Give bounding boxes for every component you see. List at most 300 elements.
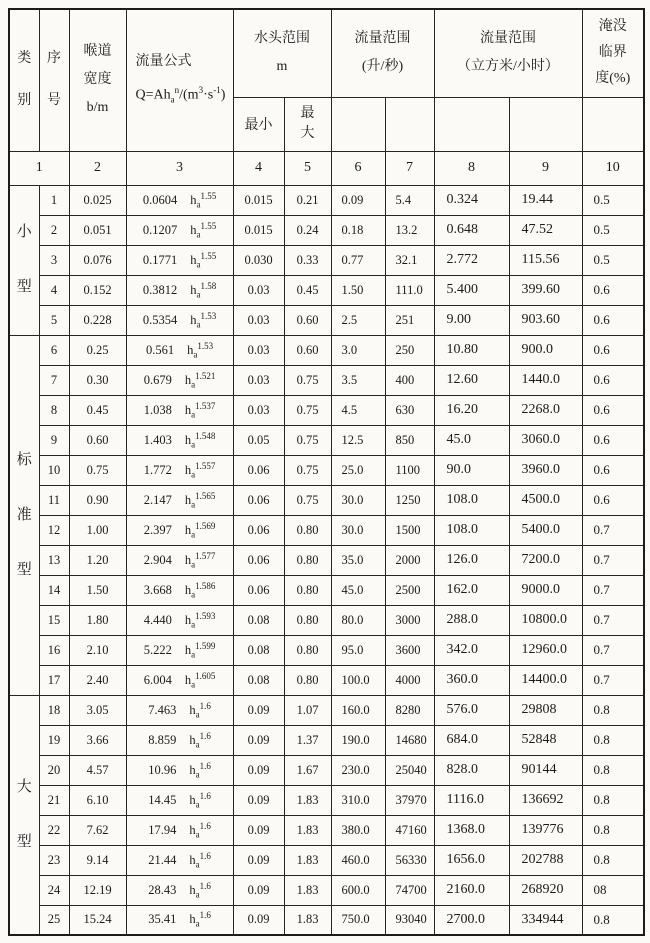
cell-throat-width: 1.20 [69,545,126,575]
cell-flow-max-ls: 93040 [385,905,434,935]
cell-flow-max-m3h: 90144 [509,755,582,785]
cell-flow-max-ls: 3000 [385,605,434,635]
formula-h-term: $h_a^{1.53}$ [187,340,214,360]
cell-flow-formula [126,365,233,395]
col-number: 4 [233,151,284,185]
formula-h-term: $h_a^{1.548}$ [184,430,216,450]
formula-coefficient: 1.038 [143,402,172,417]
cell-serial-no: 15 [39,605,69,635]
cell-submergence: 0.6 [582,275,644,305]
header-empty-sub [509,97,582,151]
cell-head-min: 0.05 [233,425,284,455]
header-empty-sub [331,97,385,151]
cell-serial-no: 21 [39,785,69,815]
table-row [9,785,644,815]
cell-serial-no: 5 [39,305,69,335]
cell-head-min: 0.06 [233,485,284,515]
cell-flow-max-m3h: 4500.0 [509,485,582,515]
cell-flow-max-m3h: 47.52 [509,215,582,245]
cell-submergence: 0.8 [582,725,644,755]
table-row [9,305,644,335]
cell-submergence: 0.5 [582,215,644,245]
cell-head-max: 0.80 [284,635,331,665]
cell-flow-max-m3h: 12960.0 [509,635,582,665]
cell-submergence: 0.6 [582,455,644,485]
cell-flow-max-m3h: 3960.0 [509,455,582,485]
cell-flow-max-m3h: 14400.0 [509,665,582,695]
cell-flow-min-m3h: 2700.0 [434,905,509,935]
cell-flow-formula [126,245,233,275]
cell-flow-max-m3h: 9000.0 [509,575,582,605]
cell-submergence: 0.7 [582,635,644,665]
cell-serial-no: 24 [39,875,69,905]
cell-flow-min-ls: 12.5 [331,425,385,455]
cell-submergence: 0.7 [582,545,644,575]
cell-throat-width: 0.25 [69,335,126,365]
cell-head-min: 0.06 [233,455,284,485]
cell-serial-no: 6 [39,335,69,365]
cell-submergence: 0.8 [582,845,644,875]
cell-head-min: 0.03 [233,305,284,335]
col-number: 3 [126,151,233,185]
cell-submergence: 0.8 [582,755,644,785]
formula-h-term: $h_a^{1.6}$ [189,790,211,810]
cell-flow-formula [126,875,233,905]
formula-coefficient: 3.668 [143,582,172,597]
cell-flow-max-m3h: 268920 [509,875,582,905]
formula-coefficient: 21.44 [148,852,177,867]
cell-head-max: 0.80 [284,545,331,575]
group-label-char: 小 [16,224,32,240]
cell-flow-formula [126,545,233,575]
cell-head-max: 0.80 [284,605,331,635]
cell-flow-max-m3h: 10800.0 [509,605,582,635]
cell-head-max: 1.83 [284,815,331,845]
cell-throat-width: 0.45 [69,395,126,425]
cell-flow-max-m3h: 202788 [509,845,582,875]
formula-coefficient: 7.463 [148,702,177,717]
table-row [9,665,644,695]
cell-serial-no: 23 [39,845,69,875]
cell-flow-min-ls: 380.0 [331,815,385,845]
group-label-small [9,185,39,335]
formula-h-term: $h_a^{1.55}$ [190,190,217,210]
cell-flow-max-ls: 3600 [385,635,434,665]
formula-coefficient: 6.004 [143,672,172,687]
cell-flow-min-ls: 30.0 [331,485,385,515]
cell-throat-width: 1.80 [69,605,126,635]
table-row [9,815,644,845]
cell-submergence: 0.7 [582,665,644,695]
table-row [9,215,644,245]
formula-coefficient: 2.397 [143,522,172,537]
cell-head-min: 0.08 [233,605,284,635]
formula-h-term: $h_a^{1.6}$ [189,700,211,720]
cell-serial-no: 1 [39,185,69,215]
cell-submergence: 0.6 [582,305,644,335]
header-serial-char: 序 [47,51,61,67]
cell-flow-min-ls: 1.50 [331,275,385,305]
header-min: 最小 [233,97,284,151]
table-row [9,755,644,785]
cell-throat-width: 0.90 [69,485,126,515]
cell-flow-formula [126,665,233,695]
cell-head-max: 0.33 [284,245,331,275]
cell-flow-formula [126,395,233,425]
cell-flow-min-ls: 160.0 [331,695,385,725]
table-row [9,365,644,395]
cell-flow-max-ls: 251 [385,305,434,335]
table-row [9,485,644,515]
cell-submergence: 0.8 [582,815,644,845]
formula-coefficient: 1.772 [143,462,172,477]
group-label-large [9,695,39,935]
cell-throat-width: 0.076 [69,245,126,275]
cell-head-min: 0.06 [233,575,284,605]
cell-serial-no: 18 [39,695,69,725]
formula-h-term: $h_a^{1.586}$ [184,580,216,600]
cell-flow-formula [126,335,233,365]
cell-serial-no: 10 [39,455,69,485]
cell-flow-formula [126,845,233,875]
cell-flow-min-ls: 3.5 [331,365,385,395]
cell-head-max: 1.37 [284,725,331,755]
cell-flow-min-ls: 310.0 [331,785,385,815]
cell-flow-formula [126,485,233,515]
cell-head-max: 0.60 [284,335,331,365]
cell-head-max: 1.83 [284,785,331,815]
col-number: 8 [434,151,509,185]
formula-h-term: $h_a^{1.6}$ [189,850,211,870]
cell-flow-max-ls: 47160 [385,815,434,845]
header-serial-char: 号 [47,93,61,109]
cell-head-max: 1.83 [284,845,331,875]
formula-coefficient: 10.96 [148,762,177,777]
cell-flow-min-m3h: 5.400 [434,275,509,305]
cell-flow-max-ls: 250 [385,335,434,365]
cell-flow-min-ls: 4.5 [331,395,385,425]
cell-head-min: 0.03 [233,275,284,305]
cell-head-min: 0.09 [233,905,284,935]
group-label-char: 准 [16,506,32,523]
cell-throat-width: 0.152 [69,275,126,305]
cell-head-max: 1.83 [284,905,331,935]
cell-flow-min-m3h: 1368.0 [434,815,509,845]
formula-h-term: $h_a^{1.565}$ [184,490,216,510]
cell-throat-width: 3.05 [69,695,126,725]
cell-throat-width: 0.30 [69,365,126,395]
header-category-char: 类 [17,51,32,67]
cell-submergence: 0.7 [582,605,644,635]
cell-flow-formula [126,905,233,935]
cell-submergence: 0.5 [582,245,644,275]
cell-flow-formula [126,575,233,605]
cell-flow-min-m3h: 342.0 [434,635,509,665]
cell-flow-min-m3h: 360.0 [434,665,509,695]
cell-flow-max-ls: 25040 [385,755,434,785]
col-number: 10 [582,151,644,185]
cell-head-max: 0.24 [284,215,331,245]
cell-flow-min-m3h: 288.0 [434,605,509,635]
cell-serial-no: 9 [39,425,69,455]
cell-serial-no: 11 [39,485,69,515]
cell-head-min: 0.09 [233,815,284,845]
table-row [9,245,644,275]
table-row [9,545,644,575]
parshall-flume-spec-table [8,8,645,936]
cell-flow-max-ls: 850 [385,425,434,455]
cell-flow-formula [126,755,233,785]
cell-flow-formula [126,455,233,485]
cell-flow-min-m3h: 2.772 [434,245,509,275]
cell-throat-width: 0.025 [69,185,126,215]
cell-head-max: 0.75 [284,365,331,395]
cell-submergence: 08 [582,875,644,905]
header-empty-sub [385,97,434,151]
cell-flow-min-m3h: 1116.0 [434,785,509,815]
group-label-char: 型 [16,833,32,850]
cell-flow-min-ls: 80.0 [331,605,385,635]
formula-coefficient: 1.403 [143,432,172,447]
cell-head-max: 0.75 [284,485,331,515]
cell-head-max: 1.83 [284,875,331,905]
cell-flow-min-ls: 0.18 [331,215,385,245]
formula-coefficient: 0.679 [143,372,172,387]
formula-h-term: $h_a^{1.58}$ [190,280,217,300]
formula-h-term: $h_a^{1.6}$ [189,820,211,840]
cell-flow-formula [126,695,233,725]
cell-flow-min-ls: 95.0 [331,635,385,665]
formula-coefficient: 0.5354 [142,312,178,327]
cell-head-max: 1.07 [284,695,331,725]
formula-expression: $Q=Ah_a^n/(m^3\cdot s^{-1})$ [135,84,226,104]
cell-flow-formula [126,215,233,245]
cell-flow-min-m3h: 2160.0 [434,875,509,905]
cell-flow-max-ls: 37970 [385,785,434,815]
cell-flow-formula [126,605,233,635]
cell-flow-min-m3h: 45.0 [434,425,509,455]
formula-h-term: $h_a^{1.577}$ [184,550,216,570]
header-empty-sub [582,97,644,151]
formula-coefficient: 8.859 [148,732,177,747]
cell-serial-no: 13 [39,545,69,575]
cell-serial-no: 17 [39,665,69,695]
cell-head-max: 0.21 [284,185,331,215]
table-row [9,605,644,635]
formula-h-term: $h_a^{1.599}$ [184,640,216,660]
formula-coefficient: 35.41 [148,912,177,927]
formula-coefficient: 2.904 [143,552,172,567]
formula-coefficient: 0.3812 [142,282,178,297]
cell-submergence: 0.8 [582,785,644,815]
cell-flow-formula [126,425,233,455]
cell-flow-max-m3h: 334944 [509,905,582,935]
cell-flow-min-ls: 460.0 [331,845,385,875]
cell-flow-min-m3h: 108.0 [434,515,509,545]
cell-serial-no: 20 [39,755,69,785]
cell-flow-min-m3h: 16.20 [434,395,509,425]
group-label-char: 型 [16,561,32,578]
table-row [9,635,644,665]
cell-head-max: 0.75 [284,455,331,485]
cell-flow-min-ls: 600.0 [331,875,385,905]
cell-serial-no: 22 [39,815,69,845]
cell-throat-width: 0.051 [69,215,126,245]
cell-flow-max-ls: 4000 [385,665,434,695]
cell-throat-width: 0.60 [69,425,126,455]
col-number: 5 [284,151,331,185]
cell-flow-min-ls: 3.0 [331,335,385,365]
table-row [9,695,644,725]
cell-flow-max-ls: 8280 [385,695,434,725]
header-serial [39,9,69,151]
cell-flow-min-m3h: 576.0 [434,695,509,725]
cell-head-min: 0.015 [233,215,284,245]
header-flow-range-m3h: 流量范围 （立方米/小时） [434,9,582,97]
formula-coefficient: 0.561 [145,342,175,357]
table-row [9,575,644,605]
cell-serial-no: 3 [39,245,69,275]
cell-flow-max-m3h: 903.60 [509,305,582,335]
cell-serial-no: 12 [39,515,69,545]
formula-h-term: $h_a^{1.6}$ [189,730,211,750]
cell-throat-width: 9.14 [69,845,126,875]
cell-submergence: 0.6 [582,335,644,365]
cell-serial-no: 4 [39,275,69,305]
cell-flow-max-m3h: 3060.0 [509,425,582,455]
cell-flow-min-ls: 0.09 [331,185,385,215]
table-row [9,725,644,755]
cell-submergence: 0.6 [582,485,644,515]
cell-flow-max-m3h: 399.60 [509,275,582,305]
cell-serial-no: 7 [39,365,69,395]
cell-head-max: 1.67 [284,755,331,785]
group-label-standard [9,335,39,695]
cell-submergence: 0.8 [582,695,644,725]
cell-flow-min-m3h: 828.0 [434,755,509,785]
table-row [9,905,644,935]
cell-flow-min-ls: 45.0 [331,575,385,605]
cell-head-min: 0.030 [233,245,284,275]
formula-h-term: $h_a^{1.537}$ [184,400,216,420]
cell-throat-width: 0.75 [69,455,126,485]
cell-flow-min-m3h: 108.0 [434,485,509,515]
formula-h-term: $h_a^{1.6}$ [189,880,211,900]
cell-serial-no: 19 [39,725,69,755]
cell-head-max: 0.80 [284,575,331,605]
header-submergence: 淹没 临界 度(%) [582,9,644,97]
cell-head-min: 0.09 [233,785,284,815]
cell-head-min: 0.09 [233,875,284,905]
col-number: 1 [9,151,69,185]
formula-h-term: $h_a^{1.6}$ [189,910,211,930]
cell-flow-max-m3h: 1440.0 [509,365,582,395]
cell-flow-min-m3h: 126.0 [434,545,509,575]
formula-coefficient: 14.45 [148,792,177,807]
table-row [9,455,644,485]
cell-flow-max-m3h: 7200.0 [509,545,582,575]
cell-head-min: 0.015 [233,185,284,215]
cell-submergence: 0.8 [582,905,644,935]
cell-flow-max-m3h: 52848 [509,725,582,755]
header-flow-range-ls: 流量范围 (升/秒) [331,9,434,97]
formula-coefficient: 0.0604 [142,192,178,207]
cell-flow-min-m3h: 0.648 [434,215,509,245]
cell-flow-max-ls: 2500 [385,575,434,605]
cell-head-max: 0.80 [284,665,331,695]
header-category [9,9,39,151]
table-row [9,515,644,545]
cell-serial-no: 14 [39,575,69,605]
cell-head-min: 0.09 [233,755,284,785]
cell-submergence: 0.7 [582,515,644,545]
cell-flow-min-ls: 0.77 [331,245,385,275]
table-row [9,875,644,905]
col-number: 9 [509,151,582,185]
formula-coefficient: 2.147 [143,492,172,507]
formula-coefficient: 4.440 [143,612,172,627]
cell-head-min: 0.03 [233,365,284,395]
cell-throat-width: 1.00 [69,515,126,545]
cell-flow-max-m3h: 136692 [509,785,582,815]
header-throat-width: 喉道 宽度 b/m [69,9,126,151]
cell-flow-formula [126,785,233,815]
cell-flow-min-m3h: 1656.0 [434,845,509,875]
cell-serial-no: 8 [39,395,69,425]
cell-head-min: 0.06 [233,515,284,545]
formula-coefficient: 17.94 [148,822,177,837]
cell-head-min: 0.06 [233,545,284,575]
cell-throat-width: 2.10 [69,635,126,665]
cell-flow-max-ls: 14680 [385,725,434,755]
cell-head-min: 0.08 [233,635,284,665]
cell-flow-max-m3h: 29808 [509,695,582,725]
cell-head-max: 0.60 [284,305,331,335]
formula-coefficient: 5.222 [143,642,172,657]
cell-head-max: 0.80 [284,515,331,545]
col-number: 7 [385,151,434,185]
formula-coefficient: 0.1207 [142,222,178,237]
formula-h-term: $h_a^{1.593}$ [184,610,216,630]
table-row [9,275,644,305]
table-body [9,185,644,935]
cell-flow-max-m3h: 2268.0 [509,395,582,425]
header-max: 最 大 [284,97,331,151]
cell-head-min: 0.03 [233,395,284,425]
formula-h-term: $h_a^{1.521}$ [184,370,216,390]
formula-h-term: $h_a^{1.53}$ [190,310,217,330]
cell-flow-max-m3h: 5400.0 [509,515,582,545]
cell-head-min: 0.09 [233,725,284,755]
col-number: 2 [69,151,126,185]
cell-head-min: 0.03 [233,335,284,365]
group-label-char: 大 [16,778,32,795]
cell-throat-width: 0.228 [69,305,126,335]
cell-flow-min-ls: 190.0 [331,725,385,755]
cell-flow-min-ls: 35.0 [331,545,385,575]
cell-flow-max-m3h: 19.44 [509,185,582,215]
cell-throat-width: 6.10 [69,785,126,815]
cell-serial-no: 16 [39,635,69,665]
cell-flow-max-ls: 2000 [385,545,434,575]
cell-flow-min-ls: 30.0 [331,515,385,545]
cell-flow-formula [126,725,233,755]
cell-flow-formula [126,515,233,545]
cell-head-min: 0.09 [233,695,284,725]
cell-submergence: 0.6 [582,395,644,425]
cell-head-min: 0.08 [233,665,284,695]
cell-submergence: 0.7 [582,575,644,605]
